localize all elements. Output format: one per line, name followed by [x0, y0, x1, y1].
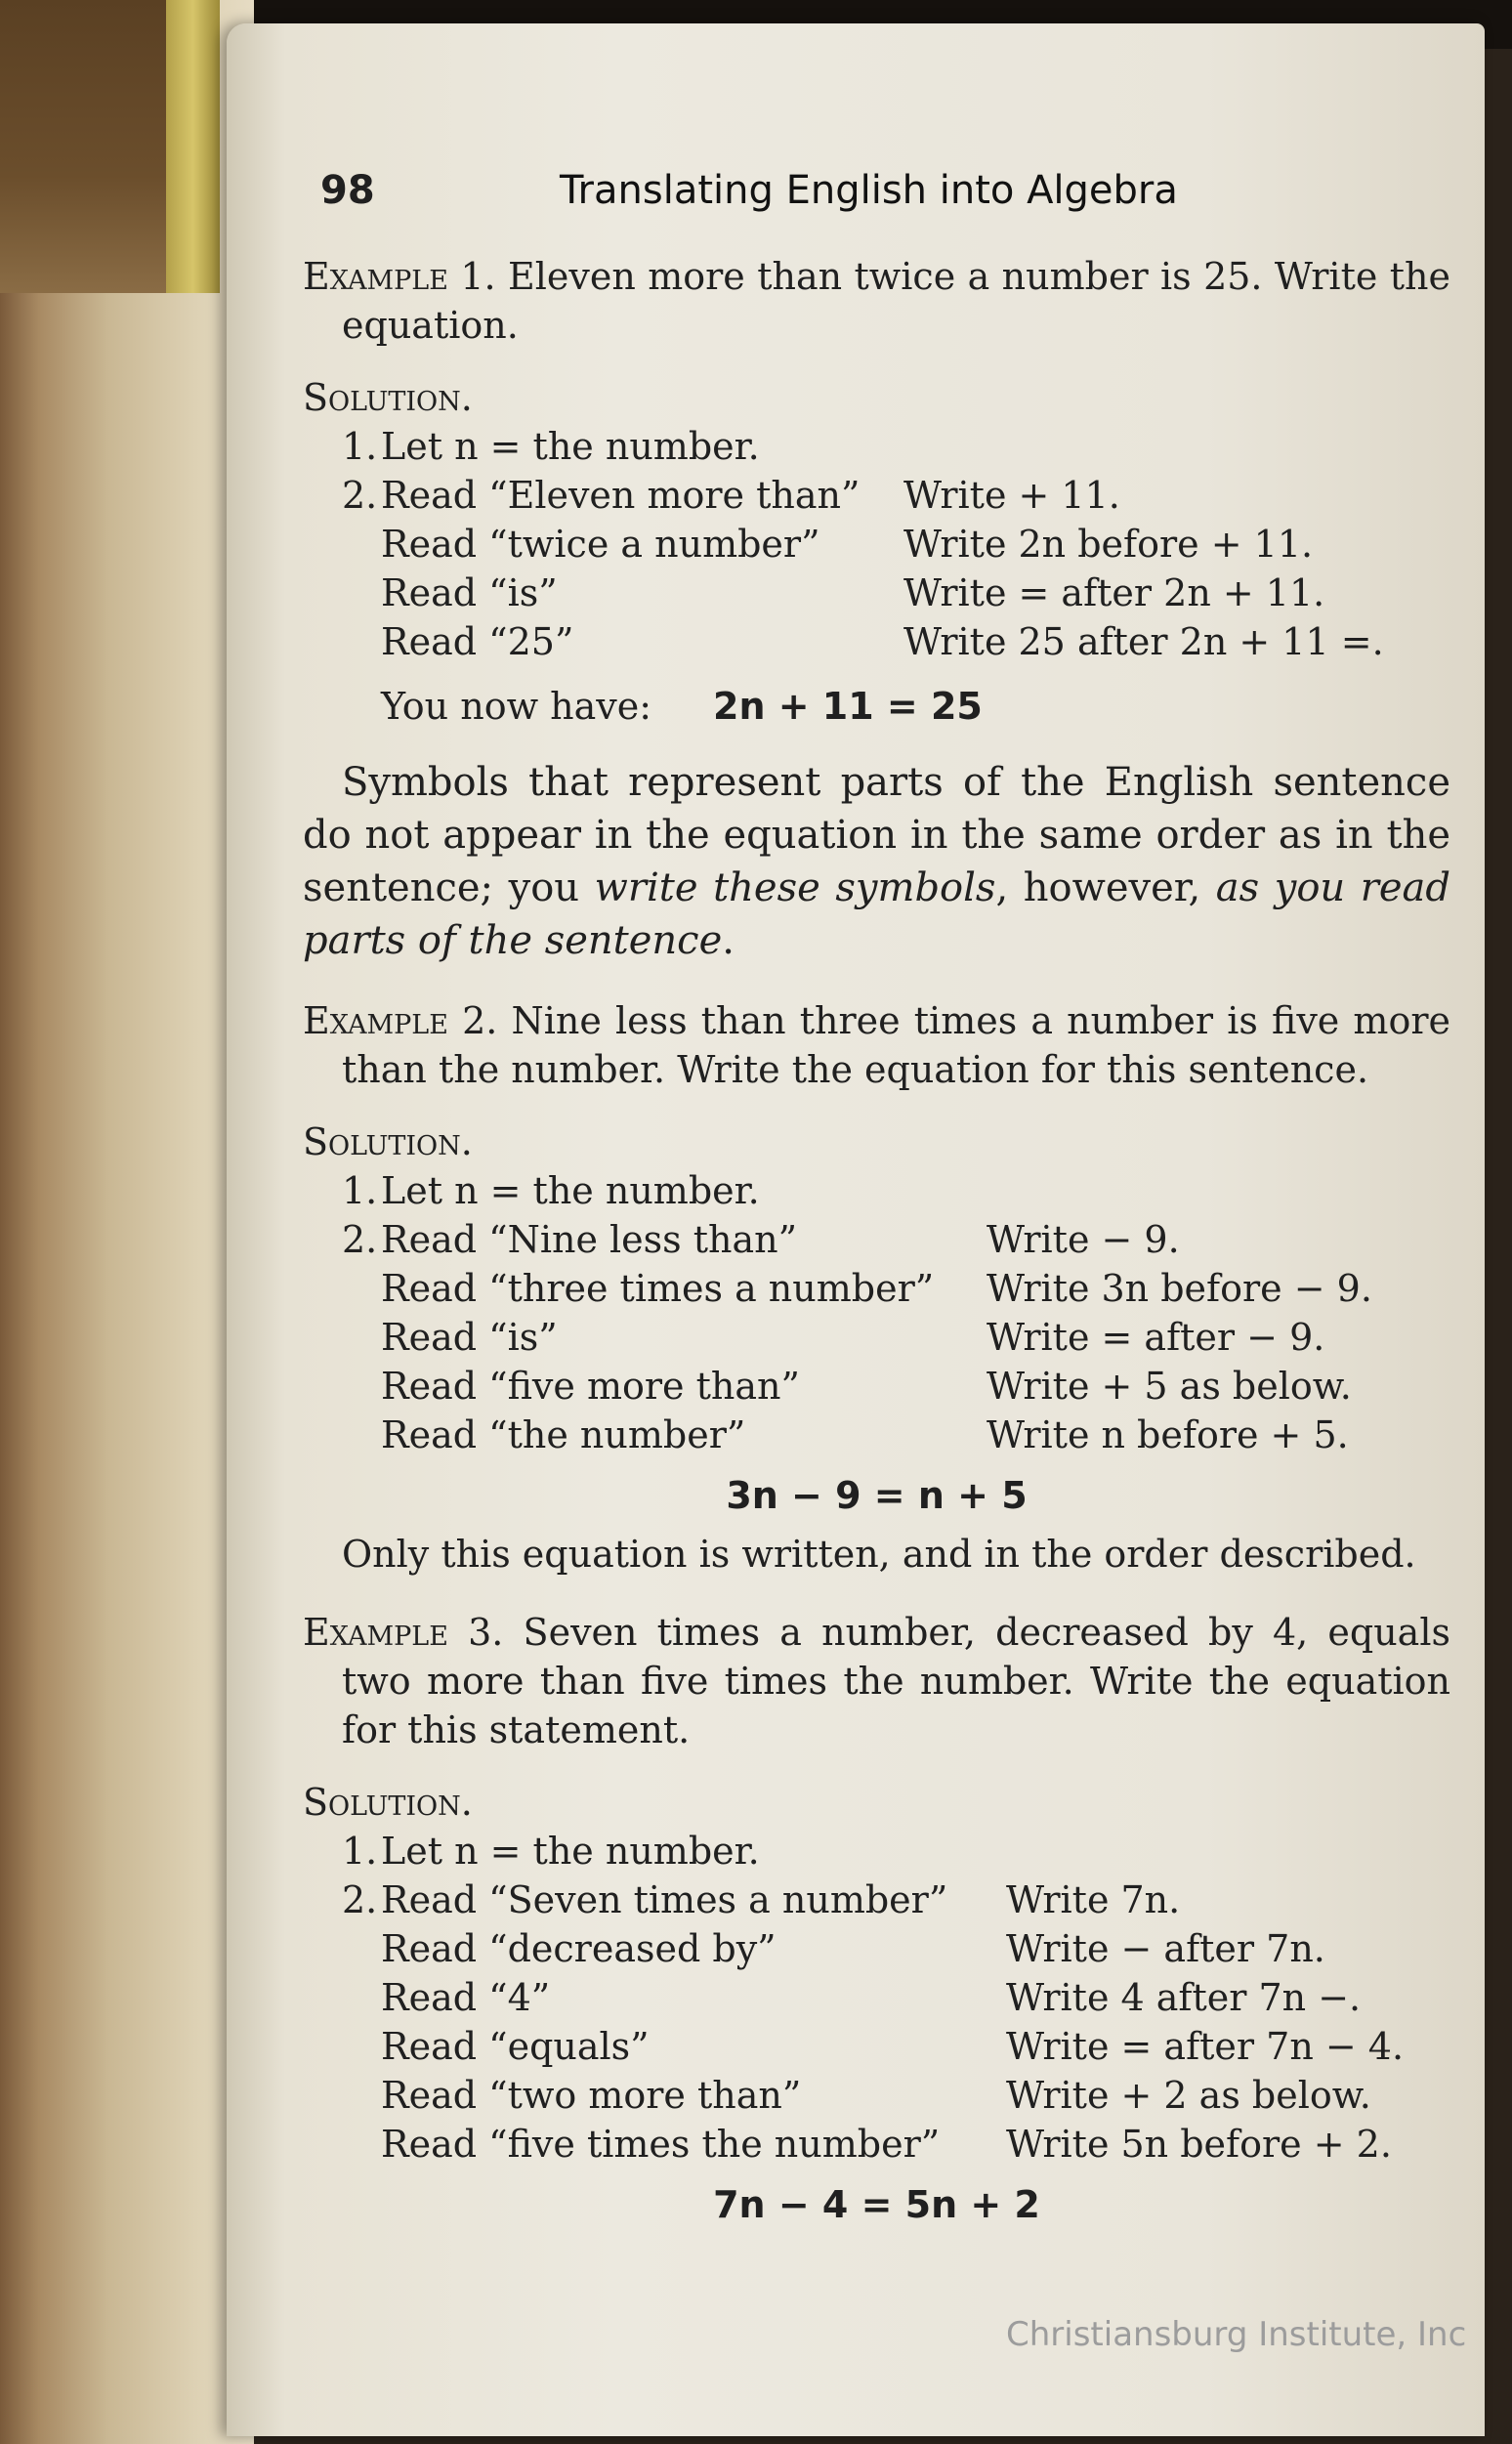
table-row: Read “the number” Write n before + 5. — [381, 1413, 1349, 1456]
table-row: 2. Read “Seven times a number” Write 7n. — [342, 1878, 1181, 1921]
example-3-text: Seven times a number, decreased by 4, equals two more than five times the number. Write the equation for this statement. — [342, 1611, 1450, 1751]
binding-gold-strip — [166, 0, 220, 293]
solution-label: Solution. — [303, 1120, 473, 1163]
page-title: Translating English into Algebra — [560, 168, 1178, 213]
page-number: 98 — [320, 168, 375, 213]
page-header — [320, 166, 1450, 234]
table-row: Read “4” Write 4 after 7n −. — [381, 1976, 1362, 2019]
solution-label: Solution. — [303, 1781, 473, 1824]
page-stack-edge — [0, 0, 254, 2444]
example-1-text: Eleven more than twice a number is 25. Write the equation. — [342, 255, 1450, 347]
example-3-solution — [303, 1778, 1450, 2229]
table-row: 2. Read “Nine less than” Write − 9. — [342, 1218, 1180, 1261]
step-2 — [342, 1875, 1450, 2169]
step-2 — [342, 471, 1450, 731]
example-1-solution — [303, 373, 1450, 731]
result-row — [342, 682, 1450, 731]
table-row: Read “two more than” Write + 2 as below. — [381, 2074, 1371, 2117]
example-3 — [303, 1608, 1450, 1754]
example-2-note: Only this equation is written, and in the order described. — [342, 1533, 1416, 1576]
example-2-solution — [303, 1117, 1450, 1579]
page-content — [303, 166, 1450, 2235]
result-equation: 2n + 11 = 25 — [713, 685, 983, 728]
table-row: Read “three times a number” Write 3n before − 9. — [381, 1267, 1372, 1310]
watermark: Christiansburg Institute, Inc — [1006, 2315, 1467, 2354]
example-2-text: Nine less than three times a number is five more than the number. Write the equation for this sentence. — [342, 999, 1450, 1091]
emphasis-text: write these symbols — [594, 865, 996, 910]
table-row: Read “equals” Write = after 7n − 4. — [381, 2025, 1405, 2068]
explanation-paragraph: Symbols that represent parts of the English sentence do not appear in the equation in the same order as in the sentence; you write these symbols, however, as you read parts of the sentence. — [303, 760, 1451, 963]
example-1 — [303, 252, 1450, 350]
table-row: Read “is” Write = after 2n + 11. — [381, 571, 1325, 614]
table-row: Read “five times the number” Write 5n before + 2. — [381, 2123, 1392, 2166]
table-row: Read “decreased by” Write − after 7n. — [381, 1927, 1325, 1970]
result-label: You now have: — [381, 685, 652, 728]
example-1-label: Example 1. — [303, 255, 496, 298]
solution-label: Solution. — [303, 376, 473, 419]
step-1: 1. Let n = the number. — [342, 1166, 1450, 1215]
table-row: Read “is” Write = after − 9. — [381, 1316, 1325, 1359]
emphasis-text: as you read parts of the sentence — [303, 865, 1451, 963]
table-row: Read “five more than” Write + 5 as below. — [381, 1365, 1352, 1408]
step-text: Let n = the number. — [381, 1830, 760, 1873]
table-row: 2. Read “Eleven more than” Write + 11. — [342, 474, 1120, 517]
step-1: 1. Let n = the number. — [342, 422, 1450, 471]
table-row: Read “25” Write 25 after 2n + 11 =. — [381, 620, 1384, 663]
step-text: Let n = the number. — [381, 1169, 760, 1212]
example-3-label: Example 3. — [303, 1611, 504, 1654]
step-2 — [342, 1215, 1450, 1459]
example-2 — [303, 996, 1450, 1094]
example-2-equation: 3n − 9 = n + 5 — [726, 1474, 1028, 1517]
table-row: Read “twice a number” Write 2n before + 11. — [381, 523, 1314, 566]
step-text: Let n = the number. — [381, 425, 760, 468]
example-3-equation: 7n − 4 = 5n + 2 — [713, 2183, 1040, 2226]
example-2-label: Example 2. — [303, 999, 498, 1042]
step-1: 1. Let n = the number. — [342, 1827, 1450, 1875]
